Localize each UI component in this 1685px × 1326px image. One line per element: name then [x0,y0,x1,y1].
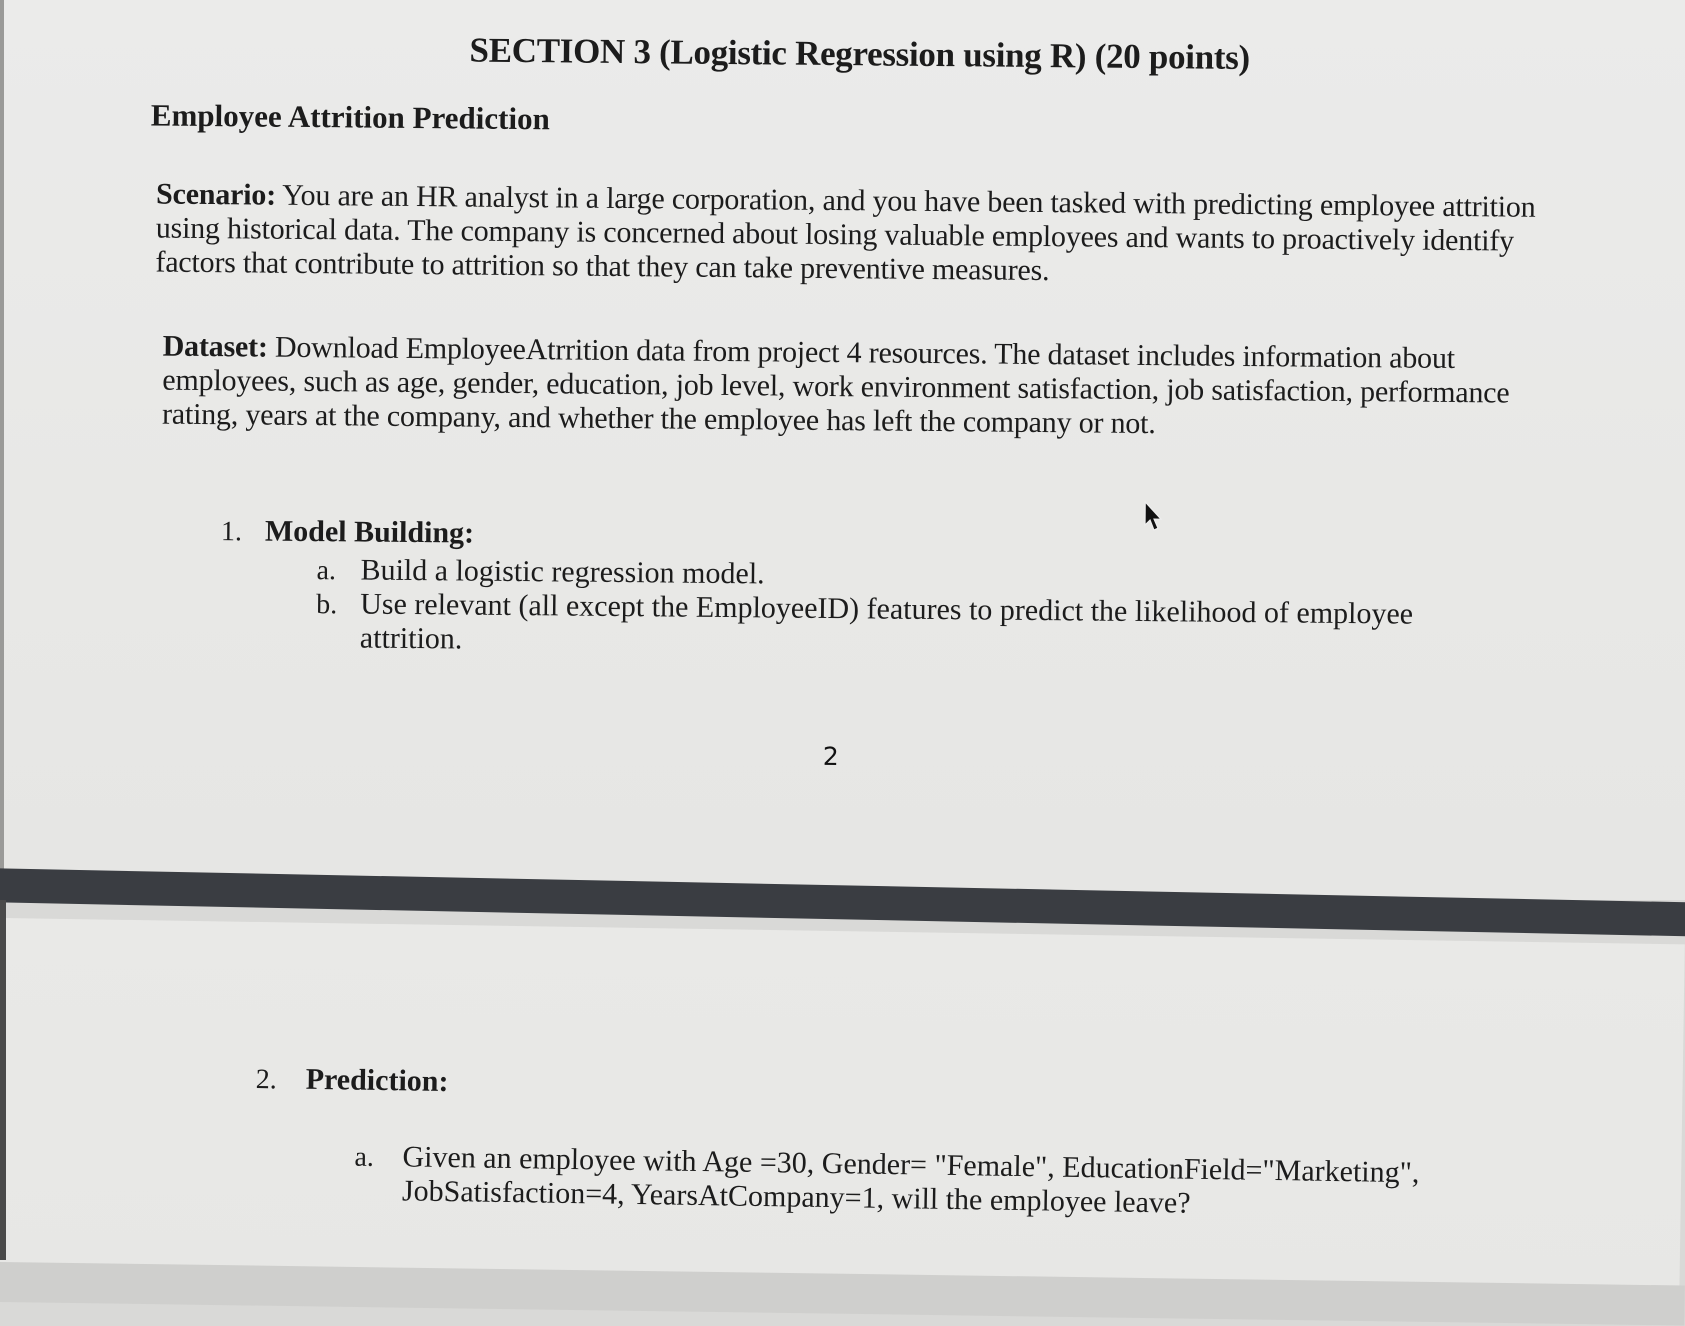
task-1-heading: Model Building: [264,514,475,550]
scenario-label: Scenario: [155,177,277,212]
dataset-paragraph [162,330,1533,445]
document-subtitle: Employee Attrition Prediction [150,97,550,137]
task-1-number: 1. [220,516,243,548]
task-1a-text: Build a logistic regression model. [360,553,765,591]
mouse-pointer-icon [1143,501,1165,533]
task-1a-letter: a. [316,555,337,587]
document-page-2-content [0,1060,1685,1306]
scenario-text: You are an HR analyst in a large corporation, and you have been tasked with predicting employee attrition using historical data. The company is concerned about losing valuable employees and wants to proactively identify factors that contribute to attrition so that they can take preventive measures. [155,178,1536,288]
scenario-paragraph [155,178,1536,293]
section-title: SECTION 3 (Logistic Regression using R) (20 points) [469,30,1251,77]
dataset-label: Dataset: [162,329,268,364]
page-number: 2 [822,741,839,772]
task-2-heading: Prediction: [305,1062,449,1099]
task-1b-text: Use relevant (all except the EmployeeID) features to predict the likelihood of employee attrition. [359,587,1414,656]
dataset-text: Download EmployeeAtrrition data from project 4 resources. The dataset includes information about employees, such as age, gender, education, job level, work environment satisfaction, job satisfaction, performance rating, years at the company, and whether the employee has left the company or not. [161,330,1510,441]
task-1b-letter: b. [316,589,338,621]
task-2-number: 2. [255,1064,277,1096]
task-2a-text: Given an employee with Age =30, Gender= "Female", EducationField="Marketing", JobSatisfaction=4, YearsAtCompany=1, will the employee leave? [401,1140,1420,1220]
task-2a-letter: a. [354,1141,375,1173]
